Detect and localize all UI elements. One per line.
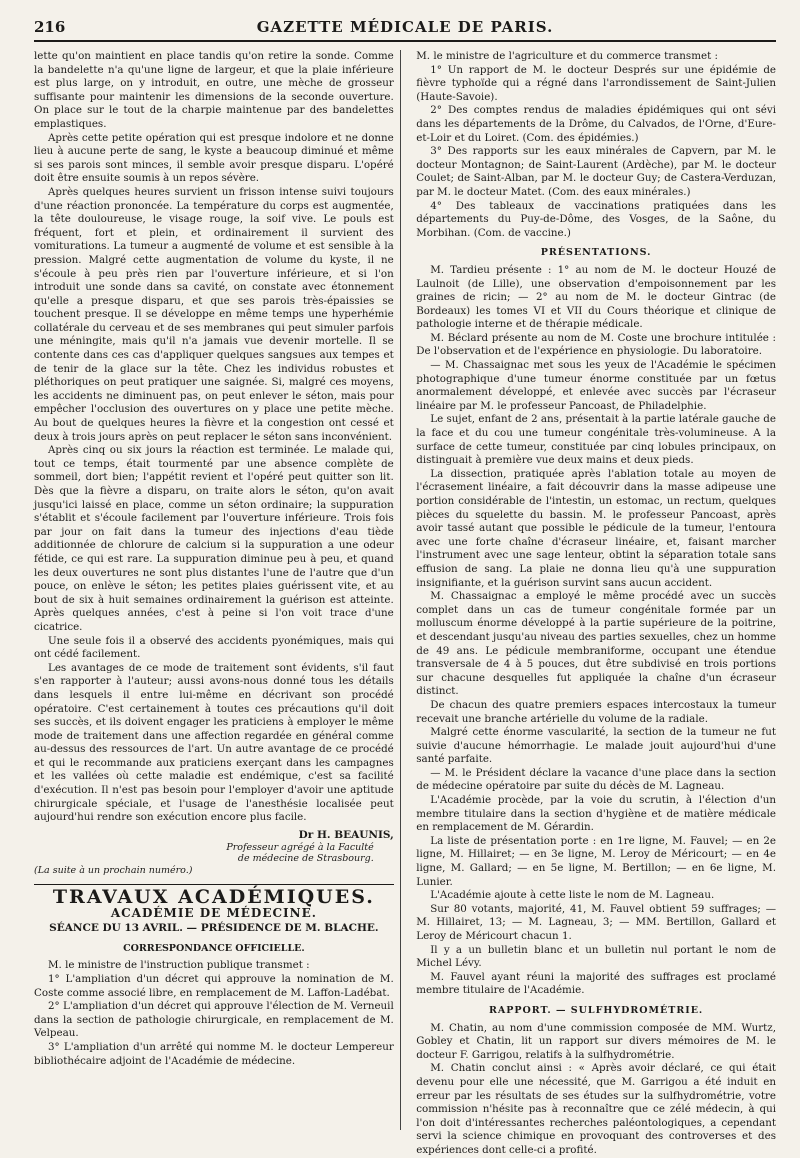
- paragraph: Il y a un bulletin blanc et un bulletin nul portant le nom de Michel Lévy.: [416, 943, 776, 970]
- paragraph: 4° Des tableaux de vaccinations pratiquées dans les départements du Puy-de-Dôme, des Vosges, de la Saône, du Morbihan. (Com. de vaccine.): [416, 199, 776, 239]
- author-affiliation: de médecine de Strasbourg.: [237, 853, 374, 865]
- paragraph: Le sujet, enfant de 2 ans, présentait à la partie latérale gauche de la face et du cou une tumeur congénitale très-volumineuse. A la surface de cette tumeur, constituée par cinq lobules principaux, on distinguait à première vue deux mains et deux pieds.: [416, 413, 776, 467]
- paragraph: M. Chatin, au nom d'une commission composée de MM. Wurtz, Gobley et Chatin, lit un rapport sur divers mémoires de M. le docteur F. Garrigou, relatifs à la sulfhydrométrie.: [416, 1021, 776, 1061]
- paragraph: M. le ministre de l'instruction publique transmet :: [48, 959, 310, 972]
- section-divider: [34, 884, 394, 885]
- paragraph: M. le ministre de l'agriculture et du commerce transmet :: [416, 50, 718, 62]
- paragraph: — M. le Président déclare la vacance d'une place dans la section de médecine opératoire par suite du décès de M. Lagneau.: [416, 766, 776, 793]
- paragraph: Après cinq ou six jours la réaction est terminée. Le malade qui, tout ce temps, était tourmenté par une absence complète de sommeil, dort bien; l'appétit revient et l'opéré peut quitter son lit. Dès que la fièvre a disparu, on traite alors le séton, qu'on avait jusqu'ici laissé en place, comme un séton ordinaire; la suppuration s'établit et s'écoule facilement par l'ouverture inférieure. Trois fois par jour on fait dans la tumeur des injections d'eau tiède additionnée de chlorure de calcium si la suppuration a une odeur fétide, ce qui est rare. La suppuration diminue peu à peu, et quand les deux ouvertures ne sont plus distantes l'une de l'autre que d'un pouce, on enlève le séton; les petites plaies guérissent vite, et au bout de six à huit semaines ordinairement la guérison est atteinte. Après quelques années, c'est à peine si l'on voit trace d'une cicatrice.: [34, 444, 394, 633]
- paragraph: — M. Chassaignac met sous les yeux de l'Académie le spécimen photographique d'une tumeur énorme constituée par un fœtus anormalement développé, et enlevée avec succès par l'écraseur linéaire par M. le professeur Pancoast, de Philadelphie.: [416, 359, 776, 412]
- right-column: [416, 50, 776, 1156]
- rapport-heading: RAPPORT. — SULFHYDROMÉTRIE.: [488, 1004, 704, 1016]
- paragraph: L'Académie ajoute à cette liste le nom de M. Lagneau.: [430, 889, 715, 902]
- author-signature: Dr H. BEAUNIS,: [298, 828, 394, 841]
- paragraph: lette qu'on maintient en place tandis qu'on retire la sonde. Comme la bandelette n'a qu'une ligne de largeur, et que la plaie inférieure est plus large, on y introduit, en outre, une mèche de grosseur suffisante pour maintenir les dimensions de la seconde ouverture. On place sur le tout de la charpie maintenue par des bandelettes emplastiques.: [34, 50, 394, 130]
- columns: [34, 50, 776, 1156]
- paragraph: 3° L'ampliation d'un arrêté qui nomme M. le docteur Lempereur bibliothécaire adjoint de l'Académie de médecine.: [34, 1040, 394, 1067]
- continuation-note: (La suite à un prochain numéro.): [34, 865, 193, 877]
- presentations-heading: PRÉSENTATIONS.: [540, 247, 652, 259]
- paragraph: Une seule fois il a observé des accidents pyonémiques, mais qui ont cédé facilement.: [34, 634, 394, 661]
- author-title: Professeur agrégé à la Faculté: [226, 842, 374, 854]
- paragraph: Sur 80 votants, majorité, 41, M. Fauvel obtient 59 suffrages; — M. Hillairet, 13; — M. Lagneau, 3; — MM. Bertillon, Gallard et Leroy de Méricourt chacun 1.: [416, 902, 776, 942]
- running-title: GAZETTE MÉDICALE DE PARIS.: [256, 18, 554, 36]
- paragraph: M. Béclard présente au nom de M. Coste une brochure intitulée : De l'observation et de l'expérience en physiologie. Du laboratoire.: [416, 331, 776, 358]
- page-number: 216: [34, 18, 66, 36]
- paragraph: 2° L'ampliation d'un décret qui approuve l'élection de M. Verneuil dans la section de pathologie chirurgicale, en remplacement de M. Velpeau.: [34, 1000, 394, 1040]
- academy-title: ACADÉMIE DE MÉDECINE.: [110, 905, 317, 920]
- left-column: [34, 50, 394, 1130]
- paragraph: 2° Des comptes rendus de maladies épidémiques qui ont sévi dans les départements de la Drôme, du Calvados, de l'Orne, d'Eure-et-Loir et du Loiret. (Com. des épidémies.): [416, 104, 776, 144]
- paragraph: M. Chatin conclut ainsi : « Après avoir déclaré, ce qui était devenu pour elle une nécessité, que M. Garrigou a été induit en erreur par les résultats de ses études sur la sulfhydrométrie, votre commission n'hésite pas à reconnaître que ce zélé médecin, à qui l'on doit d'intéressantes recherches paléontologiques, a cependant servi la science chimique en provoquant des controverses et des expériences dont celle-ci a profité.: [416, 1062, 776, 1156]
- paragraph: Malgré cette énorme vascularité, la section de la tumeur ne fut suivie d'aucune hémorrhagie. Le malade jouit aujourd'hui d'une santé parfaite.: [416, 726, 776, 766]
- paragraph: 3° Des rapports sur les eaux minérales de Capvern, par M. le docteur Montagnon; de Saint-Laurent (Ardèche), par M. le docteur Coulet; de Saint-Alban, par M. le docteur Guy; de Castera-Verduzan, par M. le docteur Matet. (Com. des eaux minérales.): [416, 145, 776, 198]
- paragraph: 1° Un rapport de M. le docteur Després sur une épidémie de fièvre typhoïde qui a régné dans l'arrondissement de Saint-Julien (Haute-Savoie).: [416, 63, 776, 103]
- paragraph: De chacun des quatre premiers espaces intercostaux la tumeur recevait une branche artérielle du volume de la radiale.: [416, 698, 776, 725]
- paragraph: La dissection, pratiquée après l'ablation totale au moyen de l'écrasement linéaire, a fait découvrir dans la masse adipeuse une portion considérable de l'intestin, un estomac, un rectum, quelques pièces du squelette du bassin. M. le professeur Pancoast, après avoir tassé autant que possible le pédicule de la tumeur, l'entoura avec une forte chaîne d'écraseur linéaire, et, faisant marcher l'instrument avec une sage lenteur, obtint la séparation totale sans effusion de sang. La plaie ne donna lieu qu'à une suppuration insignifiante, et la guérison survint sans aucun accident.: [416, 467, 776, 589]
- column-rule: [400, 50, 416, 1130]
- paragraph: L'Académie procède, par la voie du scrutin, à l'élection d'un membre titulaire dans la section d'hygiène et de matière médicale en remplacement de M. Gérardin.: [416, 794, 776, 834]
- paragraph: M. Fauvel ayant réuni la majorité des suffrages est proclamé membre titulaire de l'Académie.: [416, 970, 776, 997]
- paragraph: Après cette petite opération qui est presque indolore et ne donne lieu à aucune perte de sang, le kyste a beaucoup diminué et même si ses parois sont minces, il semble avoir presque disparu. L'opéré doit être ensuite soumis à un repos sévère.: [34, 131, 394, 185]
- paragraph: La liste de présentation porte : en 1re ligne, M. Fauvel; — en 2e ligne, M. Hillairet; — en 3e ligne, M. Leroy de Méricourt; — en 4e ligne, M. Gallard; — en 5e ligne, M. Bertillon; — en 6e ligne, M. Lunier.: [416, 834, 776, 888]
- paragraph: Les avantages de ce mode de traitement sont évidents, s'il faut s'en rapporter à l'auteur; aussi avons-nous donné tous les détails dans lesquels il entre lui-même en décrivant son procédé opératoire. C'est certainement à toutes ces précautions qu'il doit ses succès, et ils doivent engager les praticiens à employer le même mode de traitement dans une affection regardée en général comme au-dessus des ressources de l'art. Un autre avantage de ce procédé et qui le recommande aux praticiens exerçant dans les campagnes et les vallées où cette maladie est endémique, c'est sa facilité d'exécution. Il n'est pas besoin pour l'employer d'avoir une aptitude chirurgicale spéciale, et l'usage de l'anesthésie localisée peut aujourd'hui rendre son exécution encore plus facile.: [34, 661, 394, 824]
- paragraph: 1° L'ampliation d'un décret qui approuve la nomination de M. Coste comme associé libre, en remplacement de M. Laffon-Ladébat.: [34, 973, 394, 999]
- paragraph: M. Tardieu présente : 1° au nom de M. le docteur Houzé de Laulnoit (de Lille), une observation d'empoisonnement par les graines de ricin; — 2° au nom de M. le docteur Gintrac (de Bordeaux) les tomes VI et VII du Cours théorique et clinique de pathologie interne et de thérapie médicale.: [416, 263, 776, 331]
- paragraph: M. Chassaignac a employé le même procédé avec un succès complet dans un cas de tumeur congénitale formée par un molluscum énorme développé à la partie supérieure de la poitrine, et descendant jusqu'au niveau des parties sexuelles, chez un homme de 49 ans. Le pédicule membraniforme, occupant une étendue transversale de 4 à 5 pouces, dut être subdivisé en trois portions sur chacune desquelles fut appliquée la chaîne d'un écraseur distinct.: [416, 590, 776, 698]
- page-header: [34, 18, 776, 42]
- seance-line: SÉANCE DU 13 AVRIL. — PRÉSIDENCE DE M. BLACHE.: [49, 922, 379, 935]
- correspondence-heading: CORRESPONDANCE OFFICIELLE.: [123, 942, 305, 954]
- section-title: TRAVAUX ACADÉMIQUES.: [52, 886, 375, 909]
- paragraph: Après quelques heures survient un frisson intense suivi toujours d'une réaction prononcée. La température du corps est augmentée, la tête douloureuse, le visage rouge, la soif vive. Le pouls est fréquent, fort et plein, et ordinairement il survient des vomiturations. La tumeur a augmenté de volume et est sensible à la pression. Malgré cette augmentation de volume du kyste, il ne s'écoule à peu près rien par l'ouverture inférieure, et si l'on introduit une sonde dans sa cavité, on constate avec étonnement qu'elle a presque disparu, et que ses parois très-épaissies se touchent presque. Il se développe en même temps une hyperhémie collatérale du cerveau et de ses membranes qui peut simuler parfois une méningite, mais qu'il n'a jamais vue devenir mortelle. Il se contente dans ces cas d'appliquer quelques sangsues aux tempes et de tenir de la glace sur la tête. Chez les individus robustes et pléthoriques on peut pratiquer une saignée. Si, malgré ces moyens, les accidents ne diminuent pas, on peut enlever le séton, mais pour empêcher l'occlusion des ouvertures on y place une petite mèche. Au bout de quelques heures la fièvre et la congestion ont cessé et deux à trois jours après on peut replacer le séton sans inconvénient.: [34, 185, 394, 443]
